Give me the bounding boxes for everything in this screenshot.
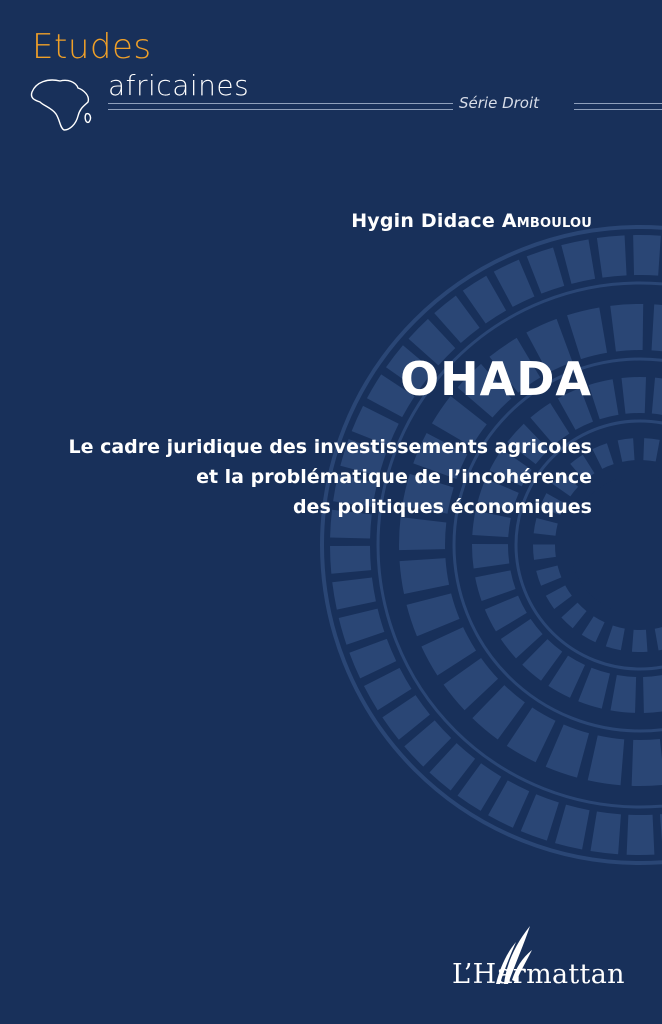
series-rule-left: [108, 103, 453, 110]
series-name: Série Droit: [459, 94, 540, 112]
series-title-line1: Etudes: [32, 27, 152, 67]
subtitle-line: Le cadre juridique des investissements agricoles: [68, 436, 592, 458]
africa-map-icon: [26, 70, 104, 134]
author-given-name: Hygin Didace: [351, 210, 495, 232]
book-subtitle: [32, 432, 592, 522]
subtitle-line: des politiques économiques: [292, 496, 592, 518]
series-rule-right: [574, 103, 662, 110]
book-title: OHADA: [400, 352, 592, 406]
author-surname: Amboulou: [501, 210, 592, 232]
publisher-name: L’Harmattan: [452, 959, 625, 990]
subtitle-line: et la problématique de l’incohérence: [196, 466, 592, 488]
series-title-line2: africaines: [108, 69, 250, 102]
publisher-logo: [452, 922, 625, 1002]
author-name: [351, 210, 592, 232]
